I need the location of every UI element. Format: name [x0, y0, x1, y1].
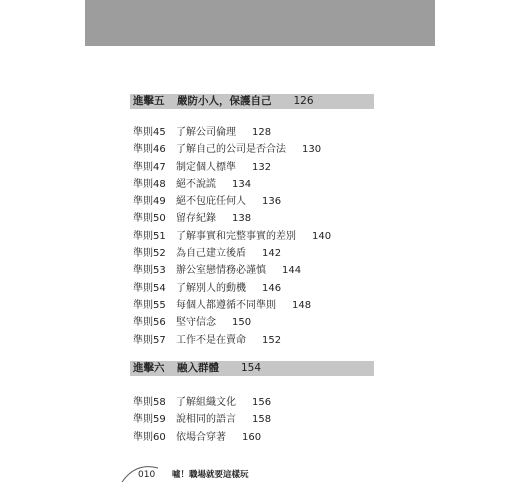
rule-page-number: 152	[262, 334, 282, 346]
toc-row	[133, 228, 331, 245]
rule-page-number: 148	[292, 299, 312, 311]
rule-title: 說相同的語言	[176, 414, 236, 426]
rule-number: 準則45	[133, 127, 166, 138]
rule-number: 準則47	[133, 161, 166, 173]
footer-page-number: 010	[138, 470, 156, 480]
rule-title: 了解事實和完整事實的差別	[176, 230, 296, 242]
rule-page-number: 150	[232, 317, 252, 329]
section-label: 進擊五	[133, 95, 165, 107]
toc-row	[133, 262, 331, 279]
rule-number: 準則54	[133, 282, 166, 294]
rule-page-number: 138	[232, 213, 252, 225]
rule-page-number: 158	[252, 414, 272, 426]
section-header-5	[130, 94, 374, 109]
toc-row	[133, 159, 331, 176]
toc-row	[133, 210, 331, 227]
rule-page-number: 140	[312, 230, 332, 242]
rule-page-number: 136	[262, 196, 282, 208]
rule-number: 準則46	[133, 144, 166, 156]
toc-row	[133, 124, 331, 141]
header-band	[85, 0, 435, 46]
rule-title: 了解公司倫理	[176, 127, 236, 138]
toc-row	[133, 280, 331, 297]
rule-number: 準則49	[133, 196, 166, 208]
rule-title: 工作不是在賣命	[176, 334, 246, 346]
section-page-number: 154	[241, 362, 262, 374]
toc-row	[133, 245, 331, 262]
rule-title: 為自己建立後盾	[176, 248, 246, 260]
section-header-6	[130, 361, 374, 376]
rule-number: 準則48	[133, 178, 166, 190]
rule-title: 堅守信念	[176, 317, 216, 329]
rule-title: 了解別人的動機	[176, 282, 246, 294]
toc-row	[133, 176, 331, 193]
section-title: 嚴防小人，保護自己	[177, 95, 272, 107]
rule-title: 依場合穿著	[176, 431, 226, 443]
toc-row	[133, 411, 271, 428]
rule-number: 準則51	[133, 230, 166, 242]
toc-list-section-5	[133, 124, 331, 349]
rule-page-number: 134	[232, 178, 252, 190]
rule-number: 準則60	[133, 431, 166, 443]
rule-number: 準則55	[133, 299, 166, 311]
rule-number: 準則50	[133, 213, 166, 225]
rule-page-number: 142	[262, 248, 282, 260]
toc-row	[133, 297, 331, 314]
toc-row	[133, 429, 271, 446]
rule-number: 準則56	[133, 317, 166, 329]
rule-number: 準則52	[133, 248, 166, 260]
rule-title: 制定個人標準	[176, 161, 236, 173]
section-label: 進擊六	[133, 362, 165, 374]
rule-title: 了解組織文化	[176, 397, 236, 408]
rule-title: 了解自己的公司是否合法	[176, 144, 286, 156]
toc-row	[133, 141, 331, 158]
rule-page-number: 132	[252, 161, 272, 173]
rule-page-number: 146	[262, 282, 282, 294]
rule-number: 準則53	[133, 265, 166, 277]
rule-title: 留存紀錄	[176, 213, 216, 225]
footer-book-title: 噓！職場就要這樣玩	[172, 470, 249, 480]
rule-page-number: 128	[252, 127, 272, 138]
toc-row	[133, 332, 331, 349]
rule-page-number: 160	[242, 431, 262, 443]
toc-list-section-6	[133, 394, 271, 446]
section-title: 融入群體	[177, 362, 219, 374]
rule-page-number: 156	[252, 397, 272, 408]
toc-row	[133, 314, 331, 331]
toc-row	[133, 394, 271, 411]
rule-page-number: 130	[302, 144, 322, 156]
rule-number: 準則58	[133, 397, 166, 408]
rule-number: 準則59	[133, 414, 166, 426]
rule-page-number: 144	[282, 265, 302, 277]
rule-number: 準則57	[133, 334, 166, 346]
rule-title: 絕不包庇任何人	[176, 196, 246, 208]
toc-row	[133, 193, 331, 210]
rule-title: 每個人都遵循不同準則	[176, 299, 276, 311]
page-footer	[120, 466, 260, 484]
section-page-number: 126	[293, 95, 314, 107]
rule-title: 辦公室戀情務必謹慎	[176, 265, 266, 277]
rule-title: 絕不說謊	[176, 178, 216, 190]
